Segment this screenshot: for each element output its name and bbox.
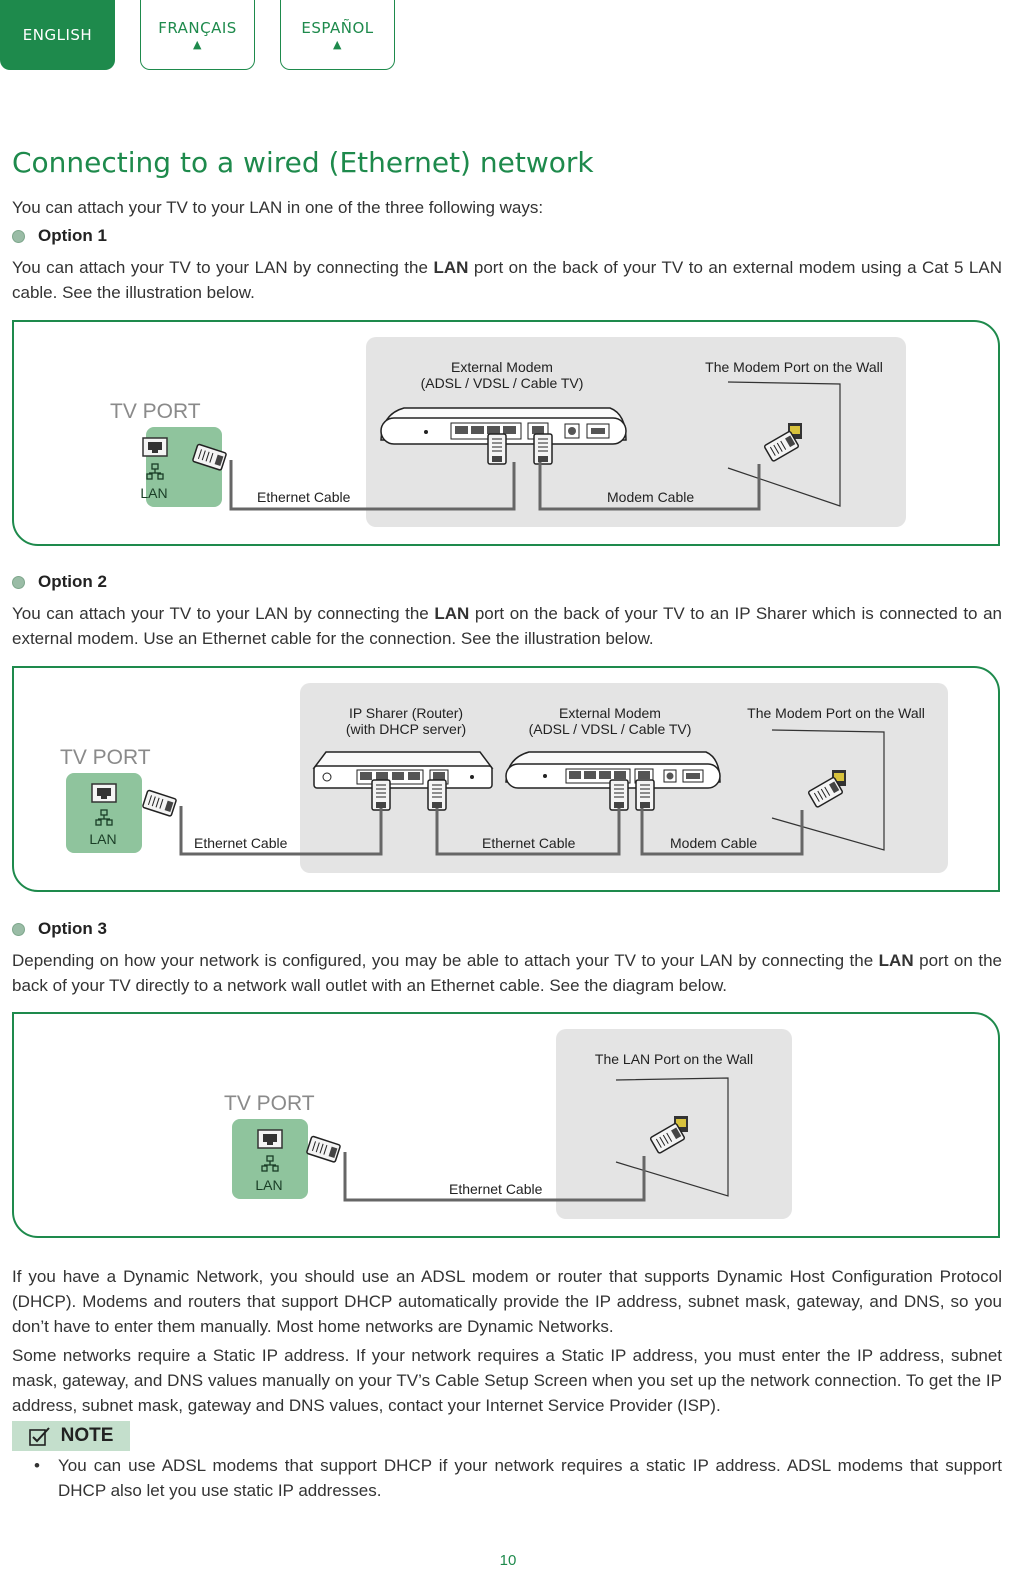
option3-diagram (12, 1012, 1000, 1238)
ethernet-plug-icon (636, 780, 654, 810)
lan-port-badge (66, 773, 142, 853)
option2-text-after: port on the back of your TV to an IP Sharer which is connected to an external modem. Use an Ethernet cable for the connection. See the illustration below. (12, 604, 1002, 648)
option1-heading (12, 226, 107, 246)
lan-label: LAN (89, 831, 117, 847)
option2-diagram (12, 666, 1000, 892)
up-arrow-icon: ▲ (333, 38, 342, 51)
static-ip-paragraph: Some networks require a Static IP address. If your network requires a Static IP address, you must enter the IP address, subnet mask, gateway, and DNS values manually on your TV’s Cable Setup Screen when you set up the network connection. To get the IP address, subnet mask, gateway and DNS values, contact your Internet Service Provider (ISP). (12, 1346, 1002, 1415)
bullet-dot-icon (12, 230, 25, 243)
tv-port-label: TV PORT (110, 400, 201, 423)
note-bullet (34, 1453, 1002, 1503)
ip-sharer-label: IP Sharer (Router) (348, 705, 464, 721)
note-text: You can use ADSL modems that support DHCP if your network requires a static IP address. ADSL modems that support DHCP also let you use static IP addresses. (58, 1456, 1002, 1500)
tv-port-label: TV PORT (60, 746, 151, 769)
tab-espanol-label: ESPAÑOL (301, 19, 374, 37)
note-badge (12, 1421, 130, 1451)
option2-heading (12, 572, 107, 592)
lan-port-badge (232, 1119, 308, 1199)
ethernet-plug-icon (610, 780, 628, 810)
lan-wall-port-label: The LAN Port on the Wall (594, 1051, 754, 1067)
tab-english[interactable] (0, 0, 115, 70)
note-label: NOTE (60, 1425, 114, 1446)
option1-lan-bold: LAN (433, 258, 469, 277)
modem-cable-label: Modem Cable (670, 835, 758, 851)
option2-text-before: You can attach your TV to your LAN by connecting the (12, 604, 435, 623)
option1-text-after: port on the back of your TV to an external modem using a Cat 5 LAN cable. See the illustration below. (12, 258, 1002, 302)
external-modem-label: External Modem (451, 359, 553, 375)
option3-lan-bold: LAN (878, 951, 914, 970)
tab-francais[interactable] (140, 0, 255, 70)
up-arrow-icon: ▲ (193, 38, 202, 51)
note-checkbox-icon (29, 1426, 51, 1446)
option2-heading-label: Option 2 (38, 572, 107, 591)
lan-label: LAN (255, 1177, 283, 1193)
bullet-mark: • (34, 1456, 40, 1475)
ethernet-plug-icon (142, 790, 176, 816)
ethernet-cable-label: Ethernet Cable (449, 1181, 543, 1197)
ethernet-plug-icon (428, 780, 446, 810)
external-modem-sublabel: (ADSL / VDSL / Cable TV) (420, 375, 584, 391)
ethernet-cable-label: Ethernet Cable (194, 835, 288, 851)
tab-francais-label: FRANÇAIS (158, 19, 237, 37)
bullet-dot-icon (12, 923, 25, 936)
option1-text-before: You can attach your TV to your LAN by connecting the (12, 258, 434, 277)
ethernet-cable-label: Ethernet Cable (482, 835, 576, 851)
modem-wall-port-label: The Modem Port on the Wall (747, 705, 925, 721)
page-title: Connecting to a wired (Ethernet) network (12, 146, 594, 179)
router-icon (314, 752, 492, 788)
dhcp-paragraph: If you have a Dynamic Network, you should use an ADSL modem or router that supports Dynamic Host Configuration Protocol (DHCP). Modems and routers that support DHCP automatically provide the IP address, subnet mask, gateway, and DNS, so you don’t have to enter them manually. Most home networks are Dynamic Networks. (12, 1267, 1002, 1336)
modem-wall-port-label: The Modem Port on the Wall (705, 359, 883, 375)
option1-diagram (12, 320, 1000, 546)
option3-text (12, 948, 1002, 998)
ethernet-plug-icon (534, 434, 552, 464)
option3-text-before: Depending on how your network is configured, you may be able to attach your TV to your LAN by connecting the (12, 951, 879, 970)
bullet-dot-icon (12, 576, 25, 589)
option2-text (12, 601, 1002, 651)
page-number: 10 (499, 1552, 517, 1569)
option3-heading-label: Option 3 (38, 919, 107, 938)
option1-text (12, 255, 1002, 305)
external-modem-sublabel: (ADSL / VDSL / Cable TV) (528, 721, 692, 737)
ethernet-plug-icon (488, 434, 506, 464)
option2-lan-bold: LAN (434, 604, 470, 623)
option1-heading-label: Option 1 (38, 226, 107, 245)
option3-text-after: port on the back of your TV directly to a network wall outlet with an Ethernet cable. See the diagram below. (12, 951, 1002, 995)
ethernet-cable-label: Ethernet Cable (257, 489, 351, 505)
tv-port-label: TV PORT (224, 1092, 315, 1115)
ip-sharer-sublabel: (with DHCP server) (345, 721, 467, 737)
modem-cable-label: Modem Cable (607, 489, 695, 505)
option3-heading (12, 919, 107, 939)
intro-text: You can attach your TV to your LAN in one of the three following ways: (12, 198, 544, 217)
external-modem-label: External Modem (559, 705, 661, 721)
tab-english-label: ENGLISH (22, 25, 93, 44)
lan-label: LAN (140, 485, 168, 501)
tab-espanol[interactable] (280, 0, 395, 70)
ethernet-plug-icon (306, 1136, 340, 1162)
ethernet-plug-icon (372, 780, 390, 810)
